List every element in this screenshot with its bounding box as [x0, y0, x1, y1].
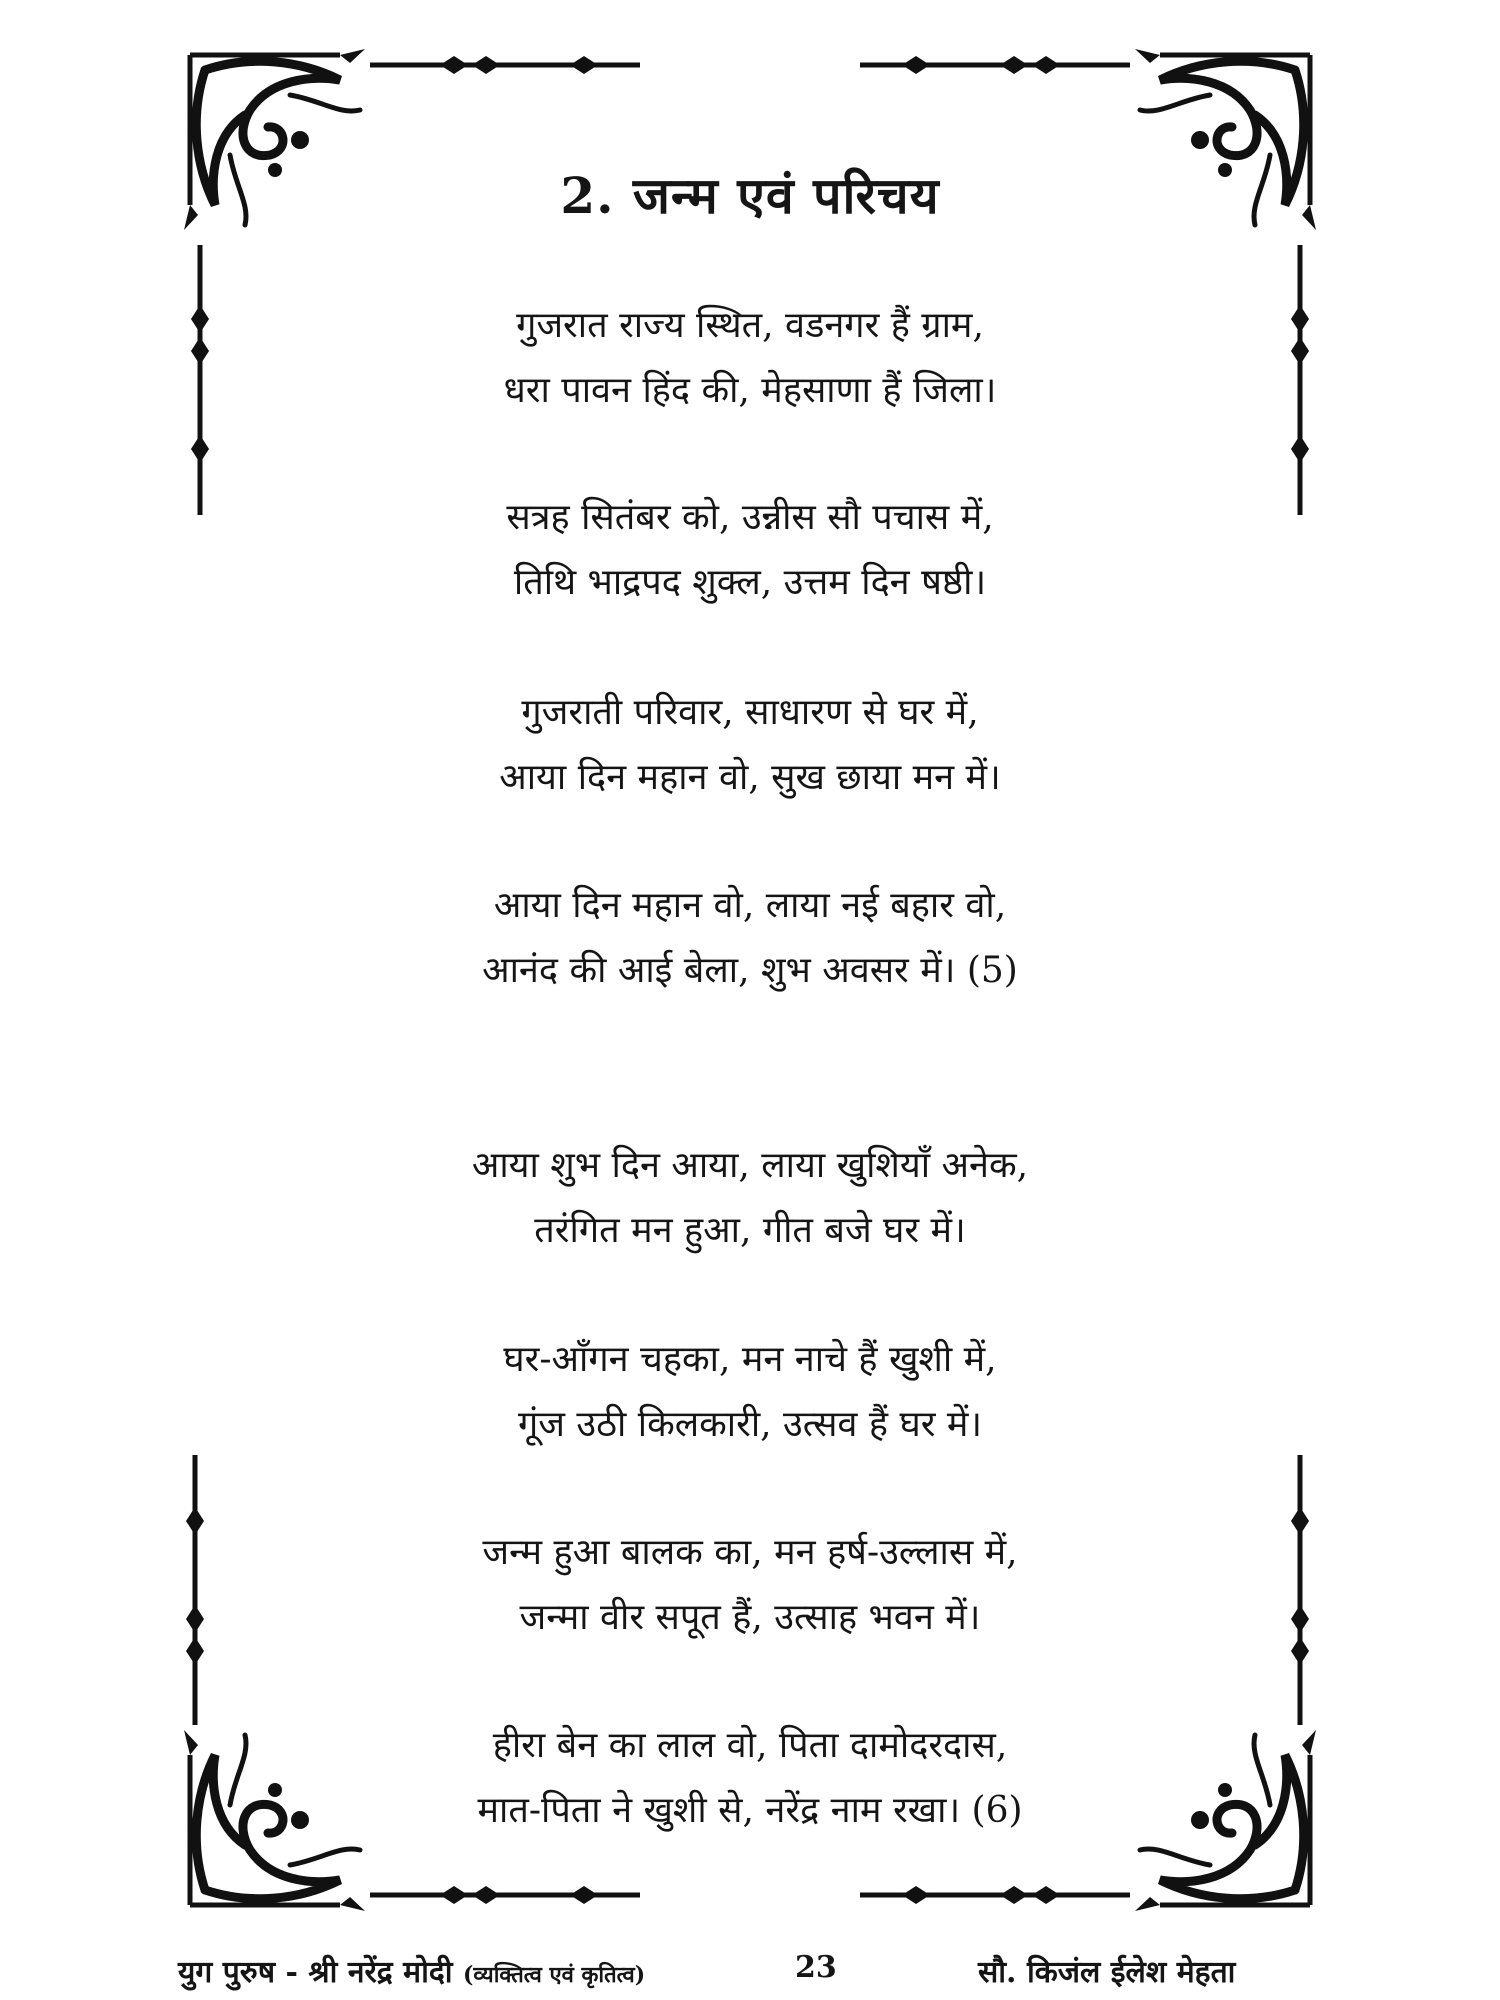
verse-line: तरंगित मन हुआ, गीत बजे घर में।	[534, 1210, 966, 1251]
chapter-title: 2. जन्म एवं परिचय	[560, 166, 940, 225]
verse-line: मात-पिता ने खुशी से, नरेंद्र नाम रखा। (6)	[477, 1790, 1023, 1831]
stanza	[0, 293, 1500, 423]
stanza	[0, 485, 1500, 615]
verse-line: जन्म हुआ बालक का, मन हर्ष-उल्लास में,	[482, 1532, 1018, 1573]
book-title: युग पुरुष - श्री नरेंद्र मोदी	[178, 1955, 453, 1990]
stanza	[0, 873, 1500, 1003]
verse-line: आया दिन महान वो, लाया नई बहार वो,	[493, 885, 1007, 926]
verse-line: घर-आँगन चहका, मन नाचे हैं खुशी में,	[503, 1339, 997, 1380]
book-subtitle: (व्यक्तित्व एवं कृतित्व)	[463, 1962, 646, 1988]
verse-line: गुजराती परिवार, साधारण से घर में,	[521, 692, 979, 733]
verse-line: गूंज उठी किलकारी, उत्सव हैं घर में।	[517, 1404, 983, 1445]
page-number: 23	[795, 1950, 837, 1985]
stanza	[0, 1133, 1500, 1263]
footer-book-title	[178, 1950, 645, 1991]
stanza	[0, 1327, 1500, 1457]
verse-line: धरा पावन हिंद की, मेहसाणा हैं जिला।	[503, 370, 997, 411]
verse-line: आनंद की आई बेला, शुभ अवसर में। (5)	[482, 950, 1018, 991]
verse-line: आया दिन महान वो, सुख छाया मन में।	[499, 757, 1001, 798]
verse-line: जन्मा वीर सपूत हैं, उत्साह भवन में।	[519, 1597, 981, 1638]
stanza	[0, 680, 1500, 810]
stanza	[0, 1520, 1500, 1650]
verse-line: सत्रह सितंबर को, उन्नीस सौ पचास में,	[506, 497, 994, 538]
verse-line: गुजरात राज्य स्थित, वडनगर हैं ग्राम,	[516, 305, 984, 346]
stanza	[0, 1713, 1500, 1843]
verse-line: आया शुभ दिन आया, लाया खुशियाँ अनेक,	[471, 1145, 1029, 1186]
verse-line: हीरा बेन का लाल वो, पिता दामोदरदास,	[492, 1725, 1008, 1766]
verse-line: तिथि भाद्रपद शुक्ल, उत्तम दिन षष्ठी।	[513, 562, 987, 603]
author-name: सौ. किजंल ईलेश मेहता	[978, 1955, 1236, 1990]
